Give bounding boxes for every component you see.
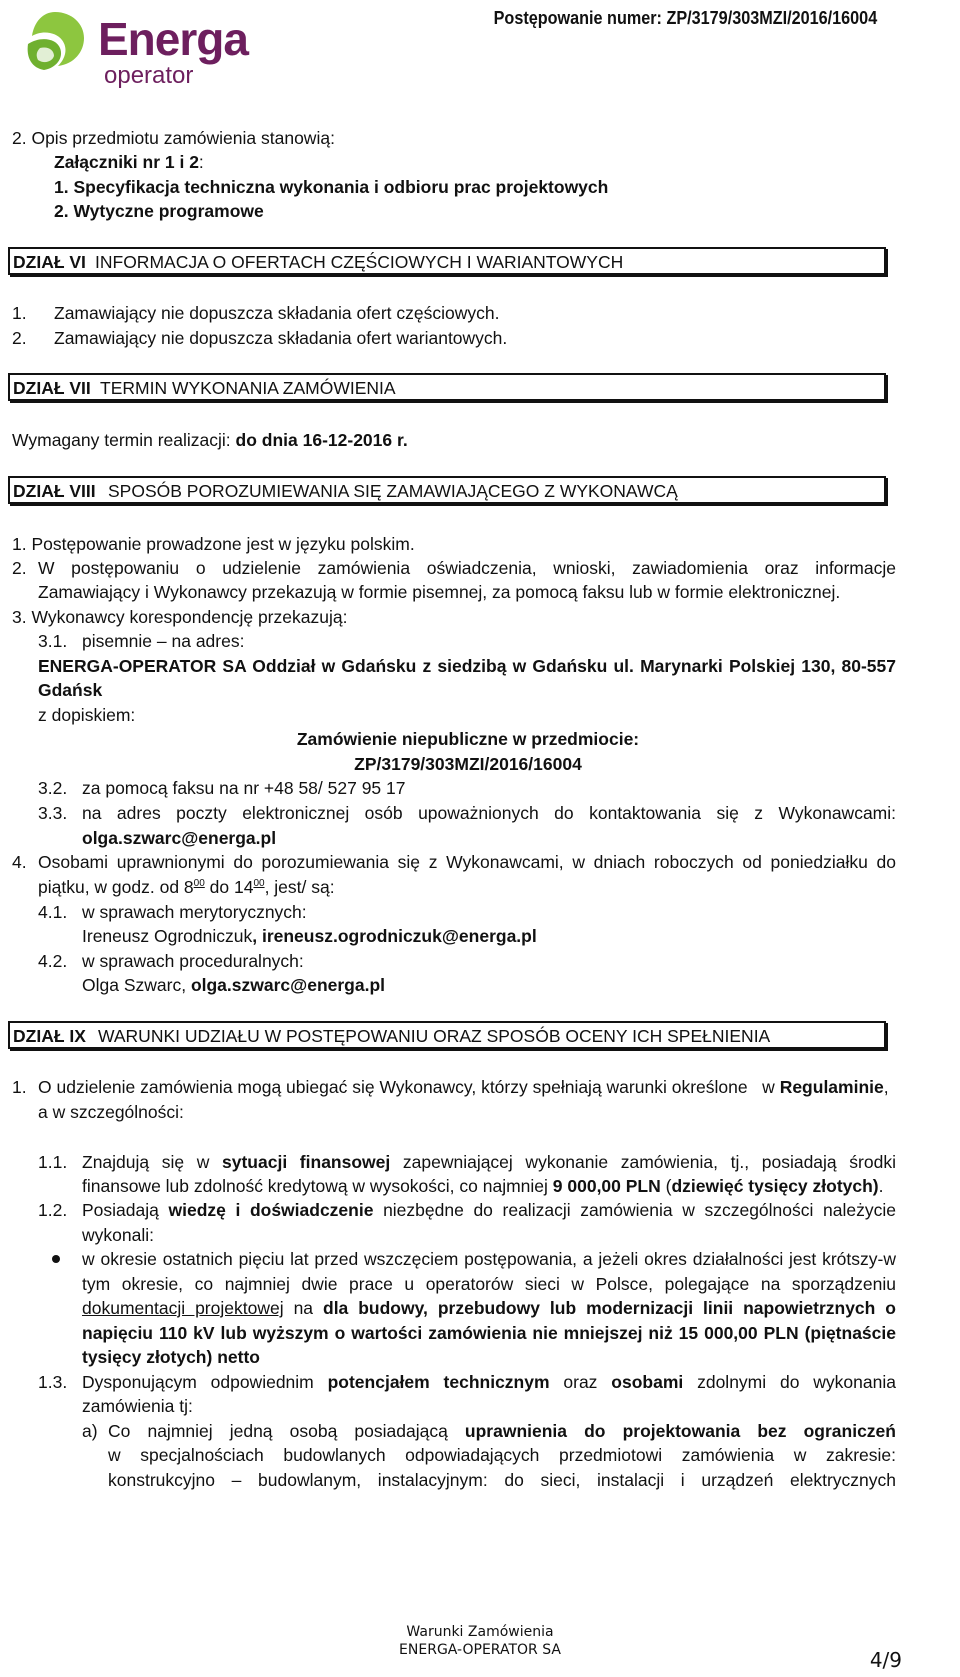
paragraph-line: w specjalnościach budowlanych odpowiadających przedmiotowi zamówienia w zakresie:: [108, 1445, 896, 1465]
address-line: ENERGA-OPERATOR SA Oddział w Gdańsku z siedzibą w Gdańsku ul. Marynarki Polskiej 130, 80-557: [38, 656, 896, 676]
paragraph-line: wykonali:: [82, 1225, 154, 1245]
fax-line: za pomocą faksu na nr +48 58/ 527 95 17: [82, 778, 406, 798]
paragraph-line: Znajdują się w sytuacji finansowej zapewniającej wykonanie zamówienia, tj., posiadają środki: [82, 1152, 896, 1172]
footer-title: Warunki Zamówienia: [406, 1624, 554, 1640]
bullet-icon: [52, 1255, 60, 1263]
paragraph-line: zamówienia tj:: [82, 1396, 193, 1416]
caption-title: Zamówienie niepubliczne w przedmiocie:: [296, 729, 640, 749]
section-number: DZIAŁ IX: [13, 1026, 86, 1046]
list-item: Zamawiający nie dopuszcza składania ofert wariantowych.: [54, 328, 508, 348]
section-number: DZIAŁ VIII: [13, 481, 96, 501]
logo-name: Energa: [98, 13, 248, 65]
section-title: INFORMACJA O OFERTACH CZĘŚCIOWYCH I WARIANTOWYCH: [95, 252, 624, 272]
paragraph-line: a w szczególności:: [38, 1102, 184, 1122]
list-number: 1.: [12, 303, 27, 323]
list-item: 1. Postępowanie prowadzone jest w języku polskim.: [12, 534, 415, 554]
list-item: pisemnie – na adres:: [82, 631, 245, 651]
paragraph-line: Dysponującym odpowiednim potencjałem technicznym oraz osobami zdolnymi do wykonania: [82, 1372, 896, 1392]
list-number: 3.1.: [38, 631, 68, 651]
list-number: 1.1.: [38, 1152, 68, 1172]
section-9-header: [8, 1021, 886, 1049]
section-7-header: [8, 373, 886, 401]
bullet-line: dokumentacji projektowej na dla budowy, przebudowy lub modernizacji linii napowietrznych o: [82, 1298, 897, 1318]
bullet-line: napięciu 110 kV lub wyższym o wartości zamówienia nie mniejszej niż 15 000,00 PLN (piętnaście: [82, 1323, 896, 1343]
list-number: 2.: [12, 558, 27, 578]
page-number: 4/9: [869, 1648, 902, 1672]
email-address: olga.szwarc@energa.pl: [82, 828, 277, 848]
list-number: 3.3.: [38, 803, 68, 823]
paragraph-line: W postępowaniu o udzielenie zamówienia oświadczenia, wnioski, zawiadomienia oraz informacje: [38, 558, 896, 578]
list-number: 3.2.: [38, 778, 68, 798]
section-number: DZIAŁ VI: [13, 252, 86, 272]
list-item: w sprawach proceduralnych:: [82, 951, 304, 971]
list-number: 4.2.: [38, 951, 68, 971]
list-letter: a): [82, 1421, 98, 1441]
paragraph-line: Co najmniej jedną osobą posiadającą uprawnienia do projektowania bez ograniczeń: [108, 1421, 896, 1441]
attachment-1: 1. Specyfikacja techniczna wykonania i odbioru prac projektowych: [54, 177, 609, 197]
paragraph-line: finansowe lub zdolność kredytową w wysokości, co najmniej 9 000,00 PLN (dziewięć tysięcy złotych).: [82, 1176, 884, 1196]
list-number: 1.3.: [38, 1372, 68, 1392]
attachments-label: Załączniki nr 1 i 2:: [54, 152, 204, 172]
proceeding-number: Postępowanie numer: ZP/3179/303MZI/2016/16004: [493, 8, 877, 28]
bullet-line: w okresie ostatnich pięciu lat przed wszczęciem postępowania, a jeżeli okres działalności jest krótszy-w: [82, 1249, 896, 1269]
email-line: na adres poczty elektronicznej osób upoważnionych do kontaktowania się z Wykonawcami:: [82, 803, 896, 823]
section-title: TERMIN WYKONANIA ZAMÓWIENIA: [100, 378, 396, 398]
list-number: 1.: [12, 1077, 27, 1097]
paragraph-line: Zamawiający i Wykonawcy przekazują w formie pisemnej, za pomocą faksu lub w formie elektronicznej.: [38, 582, 841, 602]
bullet-line: tysięcy złotych) netto: [82, 1347, 260, 1367]
footer-company: ENERGA-OPERATOR SA: [399, 1642, 561, 1658]
contact-person: Ireneusz Ogrodniczuk, ireneusz.ogrodniczuk@energa.pl: [82, 926, 537, 946]
list-item: Zamawiający nie dopuszcza składania ofert częściowych.: [54, 303, 500, 323]
paragraph-line: O udzielenie zamówienia mogą ubiegać się Wykonawcy, którzy spełniają warunki określone w Regulaminie,: [38, 1077, 889, 1097]
logo-subtitle: operator: [104, 62, 194, 89]
attachment-2: 2. Wytyczne programowe: [54, 201, 264, 221]
list-number: 4.1.: [38, 902, 68, 922]
bullet-line: tym okresie, co najmniej dwie prace u operatorów sieci w Polsce, polegające na sporządzeniu: [82, 1274, 896, 1294]
caption-number: ZP/3179/303MZI/2016/16004: [354, 754, 582, 774]
list-number: 1.2.: [38, 1200, 68, 1220]
section-6-header: [8, 247, 886, 275]
section-title: WARUNKI UDZIAŁU W POSTĘPOWANIU ORAZ SPOSÓB OCENY ICH SPEŁNIENIA: [98, 1026, 771, 1046]
list-number: 4.: [12, 852, 27, 872]
section-title: SPOSÓB POROZUMIEWANIA SIĘ ZAMAWIAJĄCEGO Z WYKONAWCĄ: [108, 481, 678, 501]
deadline-text: Wymagany termin realizacji: do dnia 16-12-2016 r.: [12, 430, 408, 450]
paragraph-line: konstrukcyjno – budowlanym, instalacyjnym: do sieci, instalacji i urządzeń elektrycznych: [108, 1470, 896, 1490]
list-item: w sprawach merytorycznych:: [82, 902, 307, 922]
list-item: 3. Wykonawcy korespondencję przekazują:: [12, 607, 348, 627]
paragraph-line: Osobami uprawnionymi do porozumiewania się z Wykonawcami, w dniach roboczych od poniedziałku do: [38, 852, 896, 872]
page-footer: [0, 1623, 960, 1659]
section-8-header: [8, 476, 886, 504]
hours-line: piątku, w godz. od $8^{00}$ do $14^{00}$, jest/ są:: [38, 877, 335, 897]
energa-logo-icon: [22, 8, 88, 74]
paragraph-line: Posiadają wiedzę i doświadczenie niezbędne do realizacji zamówienia w szczególności należycie: [82, 1200, 896, 1220]
list-number: 2.: [12, 328, 27, 348]
address-city: Gdańsk: [38, 680, 103, 700]
description-heading: 2. Opis przedmiotu zamówienia stanowią:: [12, 128, 335, 148]
section-number: DZIAŁ VII: [13, 378, 91, 398]
contact-person: Olga Szwarc, olga.szwarc@energa.pl: [82, 975, 386, 995]
note-label: z dopiskiem:: [38, 705, 136, 725]
